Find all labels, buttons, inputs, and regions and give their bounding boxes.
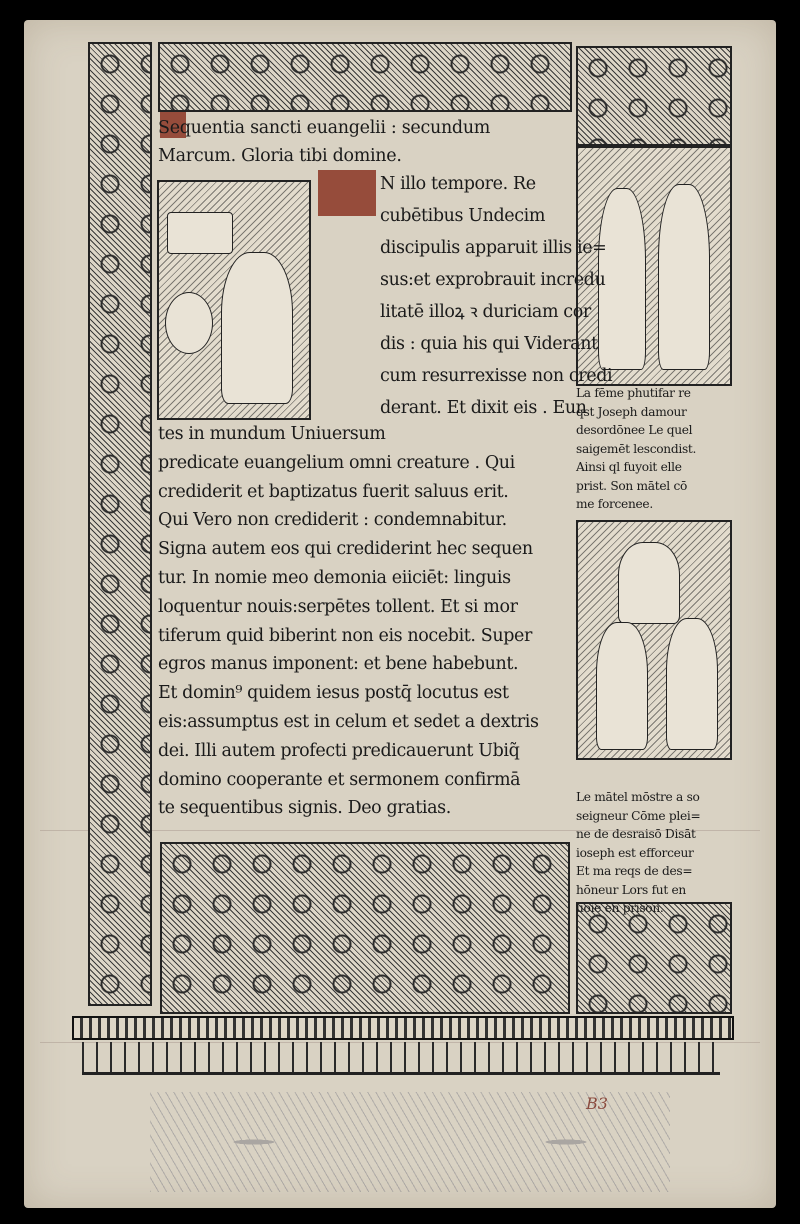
woodcut-figure: [666, 618, 718, 750]
caption-line: ne de desraisō Disāt: [576, 827, 696, 841]
gospel-heading: [158, 114, 490, 170]
lion-figure: [165, 292, 213, 354]
text-line: Sequentia sancti euangelii : secundum: [158, 118, 491, 138]
text-line: predicate euangelium omni creature . Qui: [158, 452, 515, 473]
caption-line: qst Joseph damour: [576, 404, 687, 419]
text-line: derant. Et dixit eis . Eun: [380, 398, 587, 418]
rubric-initial-large: [318, 170, 376, 216]
caption-line: me forcenee.: [576, 497, 653, 511]
floral-border-left: [88, 42, 152, 1006]
text-line: dis : quia his qui Viderant: [380, 334, 598, 354]
signature-mark: B3: [586, 1094, 608, 1113]
text-line: tes in mundum Uniuersum: [158, 424, 386, 444]
binding-hole: [0, 468, 16, 482]
woodcut-figure: [618, 542, 680, 624]
text-line: Qui Vero non crediderit : condemnabitur.: [158, 510, 507, 531]
text-line: cubētibus Undecim: [380, 206, 546, 226]
grotesque-mask-ornament: [576, 902, 732, 1014]
caption-line: desordōnee Le quel: [576, 423, 693, 437]
binding-hole: [0, 1010, 16, 1024]
caption-line: La fēme phutifar re: [576, 386, 691, 400]
lectern-book: [167, 212, 233, 254]
text-line: Et domin⁹ quidem iesus postq̄ locutus est: [158, 683, 509, 704]
caption-line: saigemēt lescondist.: [576, 441, 697, 456]
binding-hole: [0, 60, 16, 74]
frieze-band: [82, 1042, 720, 1075]
gospel-text-wide: [158, 420, 539, 823]
caption-joseph-prison: [576, 788, 700, 918]
woodcut-joseph-accused: [576, 520, 732, 760]
caption-joseph-potiphar: [576, 384, 696, 514]
text-line: tur. In nomie meo demonia eiiciēt: linguis: [158, 567, 511, 588]
caption-line: uoie en prison.: [576, 901, 664, 915]
woodcut-saint-mark: [157, 180, 311, 420]
text-line: litatē illoꝝ ꝛ duriciam cor: [380, 302, 591, 322]
caption-line: Ainsi ql fuyoit elle: [576, 460, 682, 474]
text-line: cum resurrexisse non credi: [380, 366, 613, 386]
text-line: Marcum. Gloria tibi domine.: [158, 146, 402, 166]
text-line: crediderit et baptizatus fuerit saluus erit.: [158, 481, 509, 502]
evangelist-figure: [221, 252, 293, 404]
text-line: tiferum quid biberint non eis nocebit. Super: [158, 625, 532, 646]
text-line: loquentur nouis:serpētes tollent. Et si mor: [158, 596, 518, 617]
text-line: dei. Illi autem profecti predicauerunt Ubiq̃: [158, 740, 520, 761]
floral-border-top: [158, 42, 572, 112]
text-line: domino cooperante et sermonem confirmā: [158, 769, 521, 790]
text-line: te sequentibus signis. Deo gratias.: [158, 798, 451, 819]
floral-border-bottom: [160, 842, 570, 1014]
frieze-bar: [72, 1016, 734, 1040]
base-frieze: [72, 1016, 730, 1080]
caption-line: hōneur Lors fut en: [576, 882, 686, 897]
text-line: egros manus imponent: et bene habebunt.: [158, 654, 519, 675]
woodcut-figure: [658, 184, 710, 370]
text-line: discipulis apparuit illis ie=: [380, 238, 607, 258]
text-line: sus:et exprobrauit incredu: [380, 270, 606, 290]
caption-line: seigneur Cōme plei=: [576, 808, 701, 823]
text-line: Signa autem eos qui crediderint hec sequen: [158, 539, 533, 560]
caption-line: Et ma reqs de des=: [576, 864, 693, 878]
woodcut-figure: [596, 622, 648, 750]
text-line: eis:assumptus est in celum et sedet a dextris: [158, 711, 539, 732]
text-line: N illo tempore. Re: [380, 174, 536, 194]
caption-line: ioseph est efforceur: [576, 845, 694, 860]
gothic-arch-ornament: [576, 46, 732, 146]
caption-line: Le mātel mōstre a so: [576, 790, 700, 804]
caption-line: prist. Son mātel cō: [576, 478, 688, 493]
